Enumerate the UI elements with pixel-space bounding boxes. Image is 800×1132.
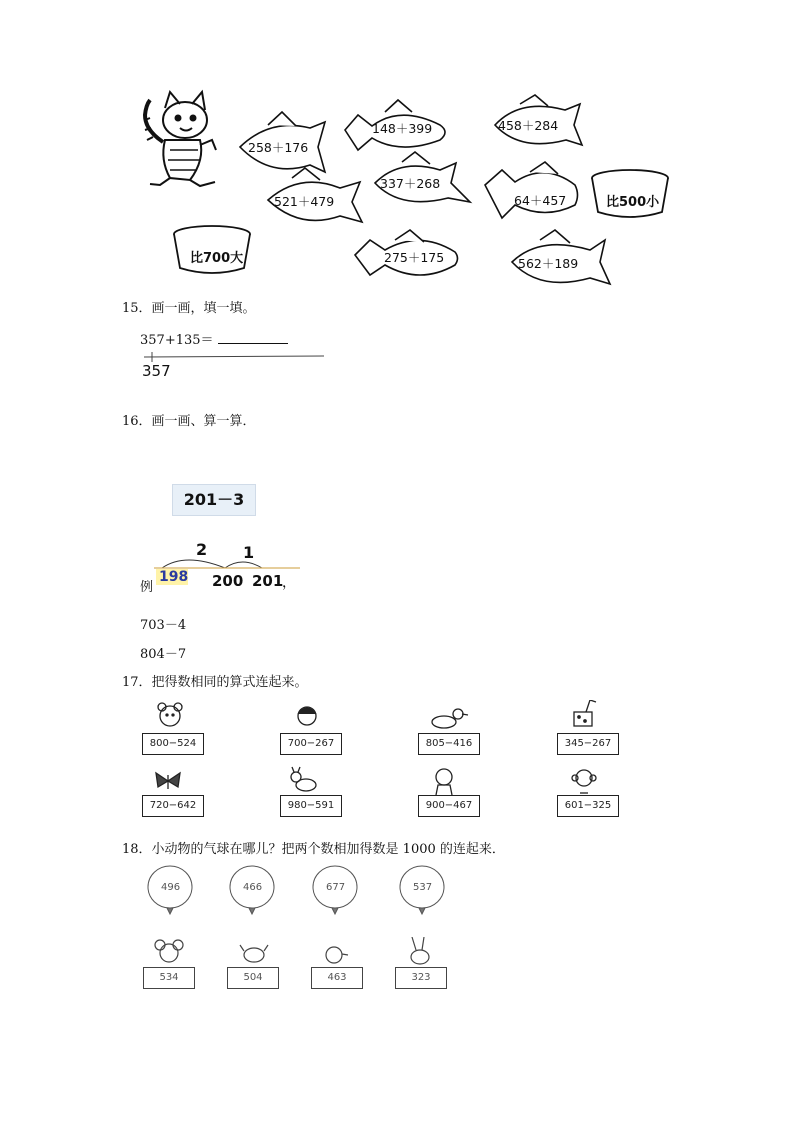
fish-label-7: 275＋175 <box>384 250 445 265</box>
q17-card-7[interactable]: 900−467 <box>418 795 480 817</box>
monkey-icon <box>572 770 596 793</box>
balloon-label-2[interactable]: 466 <box>243 882 263 893</box>
chick-icon <box>326 947 348 963</box>
deer-icon <box>291 767 316 791</box>
fish-label-5: 521＋479 <box>274 194 335 209</box>
boy-icon <box>436 769 452 795</box>
q17-animals-row1 <box>140 700 640 730</box>
q17-card-1[interactable]: 800−524 <box>142 733 204 755</box>
cat-icon <box>145 92 216 186</box>
q17-card-8[interactable]: 601−325 <box>557 795 619 817</box>
q17-card-5[interactable]: 720−642 <box>142 795 204 817</box>
bowl-label-left: 比700大 <box>190 251 244 266</box>
q15-start-label: 357 <box>142 362 171 380</box>
girl-icon <box>298 707 316 725</box>
q15-title: 15．画一画，填一填。 <box>122 301 256 316</box>
rabbit-icon <box>411 937 429 964</box>
fish-label-6: 64＋457 <box>514 193 567 208</box>
butterfly-icon <box>156 773 180 789</box>
q15-equation <box>140 329 288 348</box>
q17-card-6[interactable]: 980−591 <box>280 795 342 817</box>
dog-icon <box>240 945 268 962</box>
balloon-label-1[interactable]: 496 <box>161 882 181 893</box>
q17-card-3[interactable]: 805−416 <box>418 733 480 755</box>
q15-answer-blank[interactable] <box>218 331 288 344</box>
q16-example-box <box>172 484 256 516</box>
q17-card-2[interactable]: 700−267 <box>280 733 342 755</box>
q16-problem-2: 804－7 <box>140 647 187 662</box>
mouse-icon <box>155 940 183 962</box>
q16-example-expr: 201－3 <box>183 490 245 509</box>
q15-equation-text: 357+135＝ <box>140 333 214 348</box>
q16-step-2: 2 <box>196 540 208 559</box>
q16-number-201: 201 <box>252 572 284 590</box>
fish-label-1: 258＋176 <box>248 140 309 155</box>
q18-animal-card-3[interactable]: 463 <box>311 967 363 989</box>
q16-title: 16．画一画、算一算． <box>122 414 256 429</box>
q17-card-4[interactable]: 345−267 <box>557 733 619 755</box>
fish-label-3: 458＋284 <box>498 118 559 133</box>
q16-example-label: 例 <box>140 580 154 595</box>
q15-number-line <box>142 355 324 357</box>
bear-icon <box>158 703 182 726</box>
fish-label-4: 337＋268 <box>380 176 441 191</box>
q16-number-198: 198 <box>159 569 189 585</box>
q18-animal-card-2[interactable]: 504 <box>227 967 279 989</box>
q18-balloons <box>140 862 460 922</box>
fish-label-8: 562＋189 <box>518 256 579 271</box>
giraffe-icon <box>574 700 596 726</box>
q16-comma: ， <box>282 575 296 591</box>
q16-problem-1: 703－4 <box>140 618 187 633</box>
q18-animal-card-1[interactable]: 534 <box>143 967 195 989</box>
q17-animals-row2 <box>140 765 640 795</box>
q16-example-diagram <box>140 538 300 590</box>
q18-animal-card-4[interactable]: 323 <box>395 967 447 989</box>
fish-scene <box>0 0 800 300</box>
fish-label-2: 148＋399 <box>372 121 433 136</box>
q16-number-200: 200 <box>212 572 244 590</box>
bowl-label-right: 比500小 <box>606 195 660 210</box>
balloon-label-4[interactable]: 537 <box>413 882 433 893</box>
q18-title: 18．小动物的气球在哪儿？把两个数相加得数是 1000 的连起来． <box>122 842 505 857</box>
duck-icon <box>432 709 468 728</box>
q16-step-1: 1 <box>243 543 255 562</box>
q14-illustration <box>0 0 800 300</box>
fish-6 <box>485 162 578 218</box>
q17-title: 17．把得数相同的算式连起来。 <box>122 675 308 690</box>
balloon-label-3[interactable]: 677 <box>326 882 346 893</box>
q18-animals <box>140 937 460 967</box>
